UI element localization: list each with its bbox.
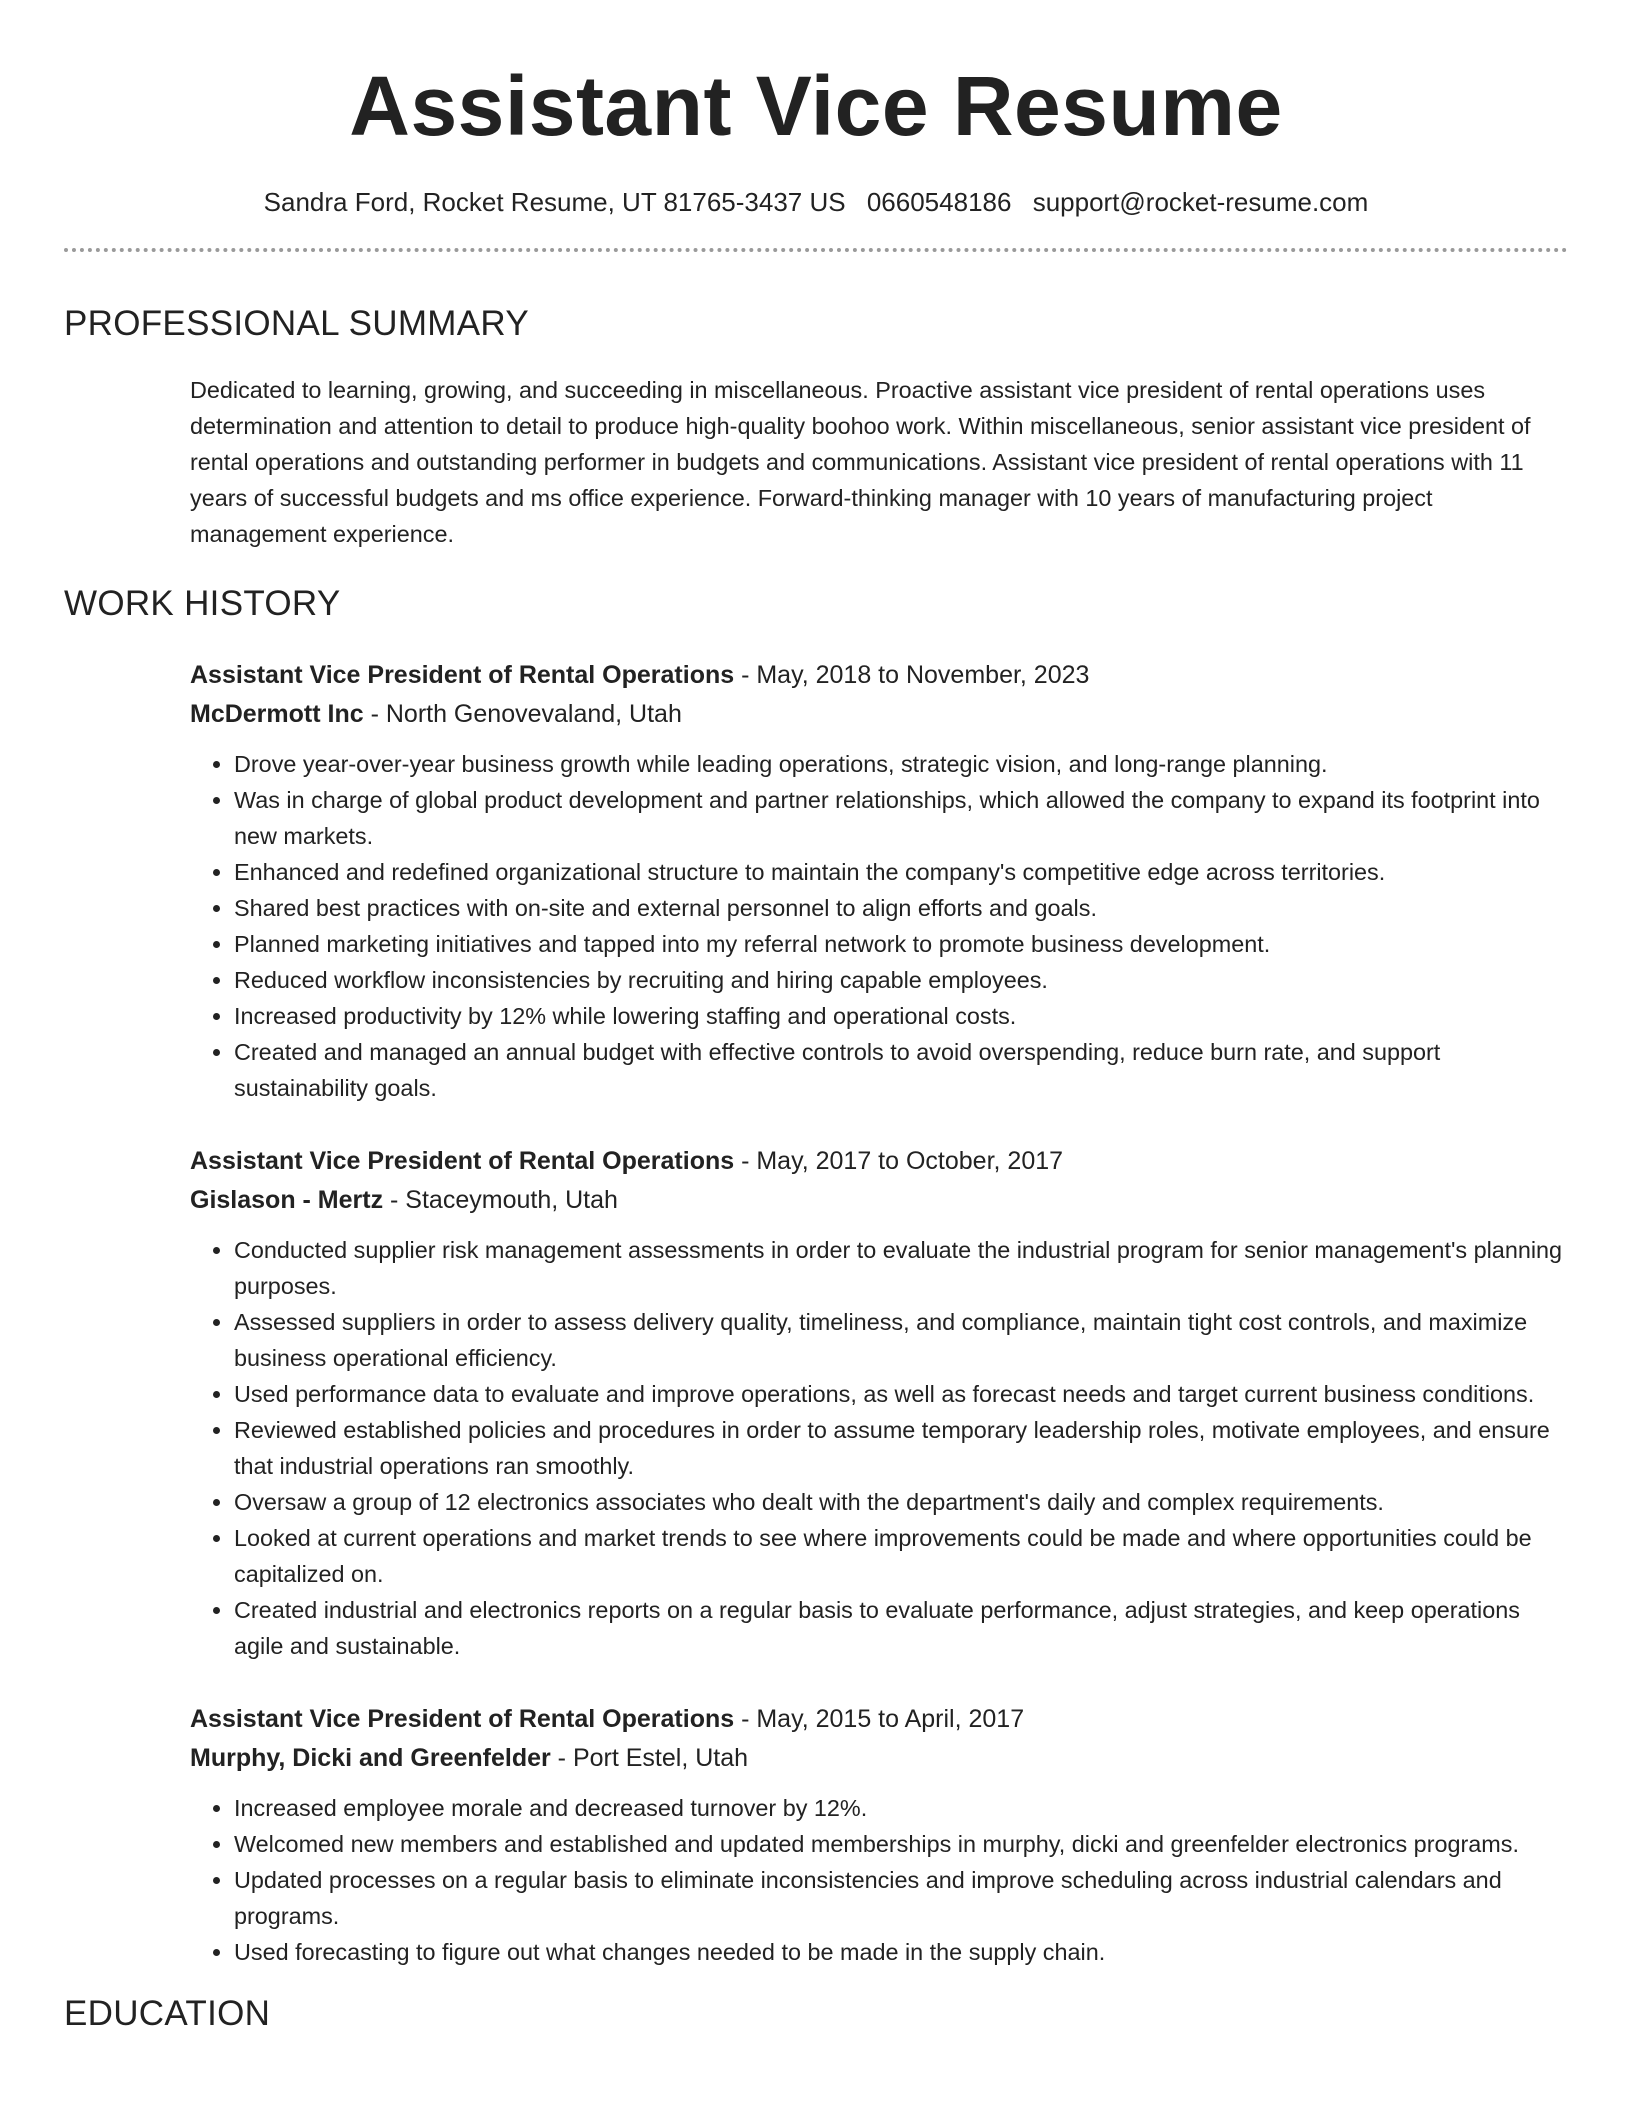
job-bullet: • Reviewed established policies and procedures in order to assume temporary leadership roles, motivate employees, and ensure that industrial operations ran smoothly. xyxy=(234,1412,1568,1484)
job-bullet: • Enhanced and redefined organizational structure to maintain the company's competitive edge across territories. xyxy=(234,854,1568,890)
job-title-line xyxy=(190,656,1568,695)
job-bullet-list xyxy=(190,1232,1568,1664)
job-title: Assistant Vice President of Rental Operations xyxy=(190,661,735,689)
contact-email: support@rocket-resume.com xyxy=(1032,187,1369,217)
contact-address: Sandra Ford, Rocket Resume, UT 81765-3437 US xyxy=(263,187,846,217)
job-dates: - May, 2015 to April, 2017 xyxy=(734,1705,1025,1733)
job-bullet: • Created and managed an annual budget with effective controls to avoid overspending, reduce burn rate, and support sustainability goals. xyxy=(234,1034,1568,1106)
job-company: McDermott Inc xyxy=(190,700,364,728)
job-company: Murphy, Dicki and Greenfelder xyxy=(190,1744,551,1772)
job-bullet: • Oversaw a group of 12 electronics associates who dealt with the department's daily and complex requirements. xyxy=(234,1484,1568,1520)
job-bullet: • Was in charge of global product development and partner relationships, which allowed the company to expand its footprint into new markets. xyxy=(234,782,1568,854)
job-title: Assistant Vice President of Rental Operations xyxy=(190,1147,735,1175)
job-company-line xyxy=(190,1181,1568,1220)
resume-title: Assistant Vice Resume xyxy=(349,59,1283,153)
job-entry xyxy=(190,656,1568,1106)
header-divider xyxy=(64,248,1568,252)
job-bullet: • Used performance data to evaluate and improve operations, as well as forecast needs and target current business conditions. xyxy=(234,1376,1568,1412)
job-bullet: • Reduced workflow inconsistencies by recruiting and hiring capable employees. xyxy=(234,962,1568,998)
job-entry xyxy=(190,1700,1568,1970)
job-company-line xyxy=(190,695,1568,734)
job-bullet: • Used forecasting to figure out what changes needed to be made in the supply chain. xyxy=(234,1934,1568,1970)
job-bullet: • Created industrial and electronics reports on a regular basis to evaluate performance, adjust strategies, and keep operations agile and sustainable. xyxy=(234,1592,1568,1664)
summary-heading: PROFESSIONAL SUMMARY xyxy=(64,304,529,343)
job-bullet: • Drove year-over-year business growth while leading operations, strategic vision, and long-range planning. xyxy=(234,746,1568,782)
work-history-heading: WORK HISTORY xyxy=(64,584,341,623)
contact-phone: 0660548186 xyxy=(866,187,1012,217)
job-bullet: • Welcomed new members and established and updated memberships in murphy, dicki and greenfelder electronics programs. xyxy=(234,1826,1568,1862)
job-bullet: • Assessed suppliers in order to assess delivery quality, timeliness, and compliance, maintain tight cost controls, and maximize business operational efficiency. xyxy=(234,1304,1568,1376)
education-heading: EDUCATION xyxy=(64,1994,271,2033)
job-bullet: • Increased productivity by 12% while lowering staffing and operational costs. xyxy=(234,998,1568,1034)
job-entry xyxy=(190,1142,1568,1664)
job-dates: - May, 2018 to November, 2023 xyxy=(734,661,1090,689)
summary-text: Dedicated to learning, growing, and succeeding in miscellaneous. Proactive assistant vice president of rental operations uses determination and attention to detail to produce high-quality boohoo work. Within miscellaneous, senior assistant vice president of rental operations and outstanding performer in budgets and communications. Assistant vice president of rental operations with 11 years of successful budgets and ms office experience. Forward-thinking manager with 10 years of manufacturing project management experience. xyxy=(190,377,1531,547)
contact-line xyxy=(64,184,1568,220)
job-bullet-list xyxy=(190,746,1568,1106)
job-company: Gislason - Mertz xyxy=(190,1186,384,1214)
job-location: - North Genovevaland, Utah xyxy=(363,700,682,728)
job-bullet: • Updated processes on a regular basis to eliminate inconsistencies and improve scheduling across industrial calendars and programs. xyxy=(234,1862,1568,1934)
job-title-line xyxy=(190,1142,1568,1181)
job-title: Assistant Vice President of Rental Operations xyxy=(190,1705,735,1733)
job-bullet: • Planned marketing initiatives and tapped into my referral network to promote business development. xyxy=(234,926,1568,962)
job-company-line xyxy=(190,1739,1568,1778)
job-bullet: • Shared best practices with on-site and external personnel to align efforts and goals. xyxy=(234,890,1568,926)
job-bullet: • Increased employee morale and decreased turnover by 12%. xyxy=(234,1790,1568,1826)
job-title-line xyxy=(190,1700,1568,1739)
job-location: - Port Estel, Utah xyxy=(550,1744,749,1772)
job-bullet-list xyxy=(190,1790,1568,1970)
job-location: - Staceymouth, Utah xyxy=(383,1186,618,1214)
job-bullet: • Looked at current operations and market trends to see where improvements could be made and where opportunities could be capitalized on. xyxy=(234,1520,1568,1592)
job-dates: - May, 2017 to October, 2017 xyxy=(734,1147,1064,1175)
resume-page xyxy=(64,0,1568,2036)
job-bullet: • Conducted supplier risk management assessments in order to evaluate the industrial program for senior management's planning purposes. xyxy=(234,1232,1568,1304)
